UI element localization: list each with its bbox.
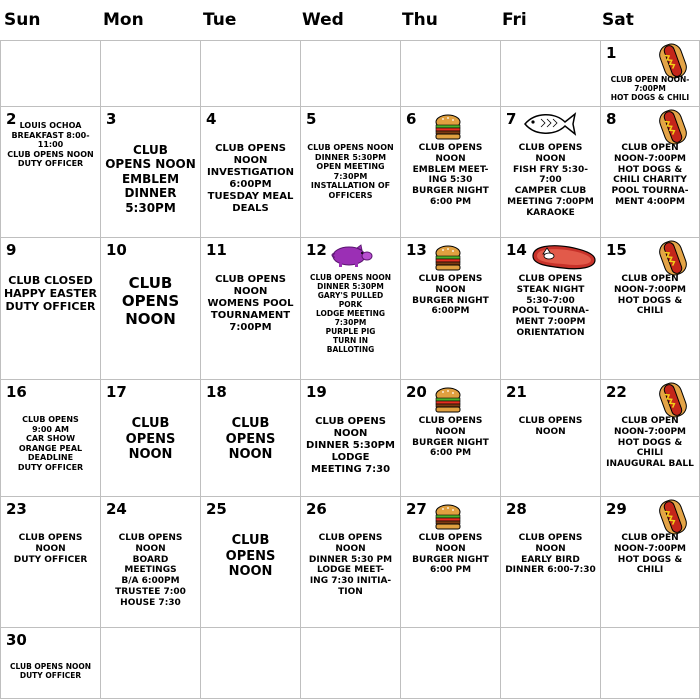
day-number: 6 [406,110,417,128]
day-number: 20 [406,383,427,401]
day-number: 16 [6,383,27,401]
day-number: 30 [6,631,27,649]
day-events: CLUB OPENS NOON DINNER 5:30PM OPEN MEETING 7:30PM INSTALLATION OF OFFICERS [307,143,394,200]
day-number: 13 [406,241,427,259]
day-events: CLUB OPENS NOON EARLY BIRD DINNER 6:00-7:30 [505,533,596,576]
day-events: CLUB OPEN NOON- 7:00PM HOT DOGS & CHILI [610,75,690,102]
day-number: 15 [606,241,627,259]
day-number: 26 [306,500,327,518]
day-number: 17 [106,383,127,401]
day-cell-15[interactable] [600,237,700,380]
steak-icon [529,242,599,272]
day-cell-22[interactable] [600,379,700,497]
day-events: CLUB OPEN NOON-7:00PM HOT DOGS & CHILI [613,533,687,576]
day-cell-10[interactable] [100,237,201,380]
day-number: 8 [606,110,617,128]
day-events: CLUB OPENS NOON DINNER 5:30 PM LODGE MEET- ING 7:30 INITIA- TION [308,533,393,597]
day-cell-9[interactable] [0,237,101,380]
day-number: 18 [206,383,227,401]
day-events: CLUB OPENS NOON [518,416,583,437]
weekday-header [0,0,700,40]
day-events: CLUB OPENS NOON [121,274,180,328]
day-cell-3[interactable] [100,106,201,238]
day-cell-4[interactable] [200,106,301,238]
day-cell-12[interactable] [300,237,401,380]
day-number: 2 [6,110,17,128]
day-events: CLUB OPEN NOON-7:00PM HOT DOGS & CHILI INAUGURAL BALL [606,416,694,470]
hotdog-icon [659,240,687,276]
empty-cell [100,40,201,107]
day-cell-2[interactable] [0,106,101,238]
hotdog-icon [659,382,687,418]
day-cell-21[interactable] [500,379,601,497]
fish-icon [521,109,577,139]
empty-cell [400,40,501,107]
day-cell-1[interactable] [600,40,700,107]
day-events: CLUB OPEN NOON-7:00PM HOT DOGS & CHILI CHARITY POOL TOURNA- MENT 4:00PM [611,143,689,207]
day-number: 12 [306,241,327,259]
empty-cell [500,40,601,107]
day-cell-11[interactable] [200,237,301,380]
day-cell-14[interactable] [500,237,601,380]
day-cell-30[interactable] [0,627,101,699]
empty-cell [200,627,301,699]
empty-cell [300,627,401,699]
day-events: CLUB OPENS STEAK NIGHT 5:30-7:00 POOL TOURNA- MENT 7:00PM ORIENTATION [511,274,590,338]
day-number: 21 [506,383,527,401]
day-cell-27[interactable] [400,496,501,628]
day-cell-20[interactable] [400,379,501,497]
day-number: 11 [206,241,227,259]
day-number: 27 [406,500,427,518]
empty-cell [600,627,700,699]
day-cell-17[interactable] [100,379,201,497]
day-number: 10 [106,241,127,259]
day-events: CLUB OPENS NOON BURGER NIGHT 6:00 PM [412,533,489,576]
day-cell-5[interactable] [300,106,401,238]
day-number: 1 [606,44,617,62]
day-cell-29[interactable] [600,496,700,628]
day-events: CLUB OPENS NOON DUTY OFFICER [9,662,92,680]
day-events: CLUB OPENS NOON [225,416,276,463]
day-number: 7 [506,110,517,128]
hotdog-icon [659,109,687,145]
day-events: CLUB OPENS NOON [125,416,176,463]
day-events: CLUB OPENS NOON EMBLEM DINNER 5:30PM [105,143,196,215]
day-events: CLUB OPENS NOON DINNER 5:30PM LODGE MEETING 7:30 [306,416,395,475]
day-events: CLUB OPEN NOON-7:00PM HOT DOGS & CHILI [613,274,687,317]
day-events: CLUB OPENS NOON FISH FRY 5:30- 7:00 CAMPER CLUB MEETING 7:00PM KARAOKE [507,143,594,218]
day-cell-19[interactable] [300,379,401,497]
weekday-fri: Fri [502,10,527,30]
hotdog-icon [659,499,687,535]
day-number: 22 [606,383,627,401]
empty-cell [300,40,401,107]
empty-cell [0,40,101,107]
day-number: 28 [506,500,527,518]
weekday-sat: Sat [602,10,634,30]
hotdog-icon [659,43,687,79]
day-number: 5 [306,110,317,128]
calendar-grid [0,40,700,699]
day-cell-23[interactable] [0,496,101,628]
day-number: 29 [606,500,627,518]
weekday-sun: Sun [4,10,41,30]
burger-icon [434,244,462,271]
day-cell-7[interactable] [500,106,601,238]
pig-icon [329,244,373,268]
day-events: CLUB OPENS NOON EMBLEM MEET- ING 5:30 BURGER NIGHT 6:00 PM [412,143,489,207]
burger-icon [434,503,462,530]
day-events: CLUB OPENS NOON INVESTIGATION 6:00PM TUESDAY MEAL DEALS [207,143,294,214]
empty-cell [500,627,601,699]
day-events: CLUB OPENS NOON BOARD MEETINGS B/A 6:00PM TRUSTEE 7:00 HOUSE 7:30 [115,533,186,608]
day-number: 24 [106,500,127,518]
day-cell-26[interactable] [300,496,401,628]
weekday-wed: Wed [302,10,344,30]
day-number: 4 [206,110,217,128]
day-events: CLUB OPENS NOON DUTY OFFICER [13,533,88,565]
empty-cell [200,40,301,107]
day-events: CLUB OPENS NOON BURGER NIGHT 6:00 PM [412,416,489,459]
day-cell-28[interactable] [500,496,601,628]
day-events: CLUB OPENS NOON [225,533,276,580]
day-events: CLUB OPENS 9:00 AM CAR SHOW ORANGE PEAL DEADLINE DUTY OFFICER [17,415,84,472]
day-number: 23 [6,500,27,518]
day-cell-18[interactable] [200,379,301,497]
day-cell-13[interactable] [400,237,501,380]
day-number: 9 [6,241,17,259]
day-number: 14 [506,241,527,259]
day-number: 25 [206,500,227,518]
day-cell-25[interactable] [200,496,301,628]
day-events: CLUB OPENS NOON DINNER 5:30PM GARY'S PULLED PORK LODGE MEETING 7:30PM PURPLE PIG TURN IN BALLOTING [309,273,392,354]
weekday-thu: Thu [402,10,438,30]
day-events: CLUB CLOSED HAPPY EASTER DUTY OFFICER [3,274,98,314]
day-events: LOUIS OCHOA BREAKFAST 8:00- 11:00 CLUB OPENS NOON DUTY OFFICER [7,121,94,169]
weekday-mon: Mon [103,10,144,30]
burger-icon [434,113,462,140]
day-number: 3 [106,110,117,128]
day-events: CLUB OPENS NOON BURGER NIGHT 6:00PM [412,274,489,317]
weekday-tue: Tue [203,10,237,30]
day-number: 19 [306,383,327,401]
day-cell-6[interactable] [400,106,501,238]
day-cell-16[interactable] [0,379,101,497]
day-events: CLUB OPENS NOON WOMENS POOL TOURNAMENT 7:00PM [207,274,294,333]
day-cell-8[interactable] [600,106,700,238]
day-cell-24[interactable] [100,496,201,628]
empty-cell [100,627,201,699]
empty-cell [400,627,501,699]
burger-icon [434,386,462,413]
